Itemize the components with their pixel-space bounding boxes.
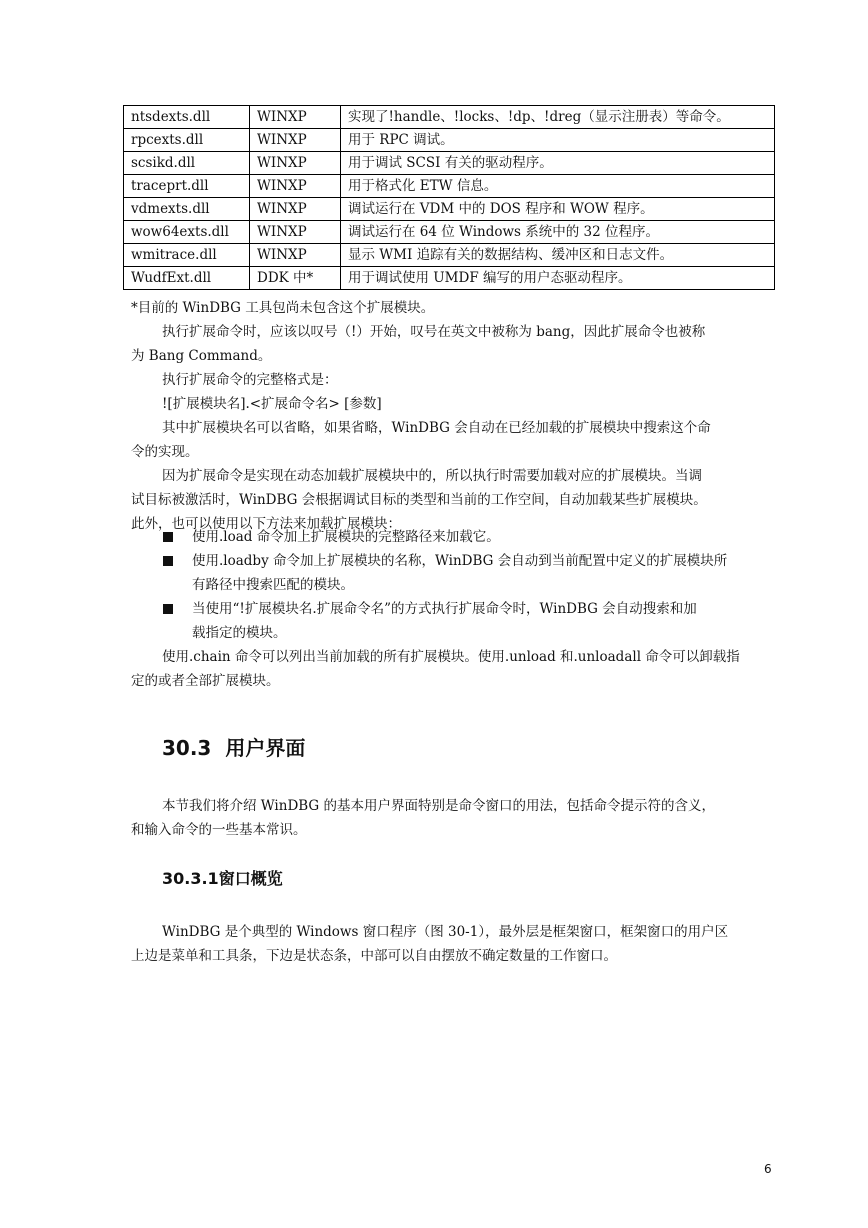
- description-cell: 用于格式化 ETW 信息。: [341, 175, 775, 198]
- table-row: [124, 152, 775, 175]
- bullet-item-auto-l1: 当使用“!扩展模块名.扩展命令名”的方式执行扩展命令时，WinDBG 会自动搜索和加: [192, 601, 697, 617]
- paragraph-bang-l1: 执行扩展命令时，应该以叹号（!）开始，叹号在英文中被称为 bang，因此扩展命令也被称: [162, 324, 706, 340]
- table-row: [124, 106, 775, 129]
- subsection-heading: 30.3.1窗口概览: [162, 869, 283, 888]
- paragraph-chain-l1: 使用.chain 命令可以列出当前加载的所有扩展模块。使用.unload 和.unloadall 命令可以卸载指: [162, 649, 740, 665]
- module-name-cell: WudfExt.dll: [124, 267, 250, 290]
- module-name-cell: traceprt.dll: [124, 175, 250, 198]
- paragraph-omit-l2: 令的实现。: [131, 444, 199, 460]
- paragraph-overview-l2: 上边是菜单和工具条，下边是状态条，中部可以自由摆放不确定数量的工作窗口。: [131, 948, 617, 964]
- paragraph-omit-l1: 其中扩展模块名可以省略，如果省略，WinDBG 会自动在已经加载的扩展模块中搜索这个命: [162, 420, 711, 436]
- paragraph-chain-l2: 定的或者全部扩展模块。: [131, 673, 280, 689]
- bullet-item-loadby-l2: 有路径中搜索匹配的模块。: [192, 577, 354, 593]
- module-name-cell: vdmexts.dll: [124, 198, 250, 221]
- module-name-cell: ntsdexts.dll: [124, 106, 250, 129]
- section-heading: [162, 732, 305, 761]
- table-row: [124, 198, 775, 221]
- paragraph-bang-l2: 为 Bang Command。: [131, 348, 272, 364]
- description-cell: 用于 RPC 调试。: [341, 129, 775, 152]
- paragraph-overview-l1: WinDBG 是个典型的 Windows 窗口程序（图 30-1），最外层是框架窗口，框架窗口的用户区: [162, 924, 729, 940]
- bullet-item-load: 使用.load 命令加上扩展模块的完整路径来加载它。: [192, 529, 500, 545]
- platform-cell: WINXP: [250, 221, 341, 244]
- bullet-item-loadby-l1: 使用.loadby 命令加上扩展模块的名称，WinDBG 会自动到当前配置中定义的扩展模块所: [192, 553, 728, 569]
- description-cell: 用于调试使用 UMDF 编写的用户态驱动程序。: [341, 267, 775, 290]
- paragraph-ui-intro-l2: 和输入命令的一些基本常识。: [131, 822, 307, 838]
- paragraph-format-intro: 执行扩展命令的完整格式是：: [162, 372, 338, 388]
- table-row: [124, 244, 775, 267]
- table-footnote: *目前的 WinDBG 工具包尚未包含这个扩展模块。: [131, 300, 435, 316]
- paragraph-loading-l3: 此外，也可以使用以下方法来加载扩展模块：: [131, 516, 401, 532]
- command-syntax: ![扩展模块名].<扩展命令名> [参数]: [162, 396, 382, 412]
- page-number: 6: [764, 1162, 772, 1176]
- description-cell: 调试运行在 64 位 Windows 系统中的 32 位程序。: [341, 221, 775, 244]
- description-cell: 实现了!handle、!locks、!dp、!dreg（显示注册表）等命令。: [341, 106, 775, 129]
- bullet-item-auto-l2: 载指定的模块。: [192, 625, 287, 641]
- platform-cell: WINXP: [250, 129, 341, 152]
- platform-cell: DDK 中*: [250, 267, 341, 290]
- description-cell: 调试运行在 VDM 中的 DOS 程序和 WOW 程序。: [341, 198, 775, 221]
- module-name-cell: rpcexts.dll: [124, 129, 250, 152]
- section-number: 30.3: [162, 736, 212, 760]
- module-name-cell: scsikd.dll: [124, 152, 250, 175]
- platform-cell: WINXP: [250, 106, 341, 129]
- paragraph-loading-l1: 因为扩展命令是实现在动态加载扩展模块中的，所以执行时需要加载对应的扩展模块。当调: [162, 468, 702, 484]
- extension-modules-table: [123, 105, 775, 290]
- bullet-square-icon: [163, 604, 173, 614]
- table-row: [124, 175, 775, 198]
- platform-cell: WINXP: [250, 175, 341, 198]
- paragraph-loading-l2: 试目标被激活时，WinDBG 会根据调试目标的类型和当前的工作空间，自动加载某些扩展模块。: [131, 492, 707, 508]
- section-title: 用户界面: [225, 736, 306, 760]
- table-row: [124, 267, 775, 290]
- platform-cell: WINXP: [250, 198, 341, 221]
- table-row: [124, 129, 775, 152]
- table-row: [124, 221, 775, 244]
- description-cell: 显示 WMI 追踪有关的数据结构、缓冲区和日志文件。: [341, 244, 775, 267]
- platform-cell: WINXP: [250, 244, 341, 267]
- bullet-square-icon: [163, 556, 173, 566]
- paragraph-ui-intro-l1: 本节我们将介绍 WinDBG 的基本用户界面特别是命令窗口的用法，包括命令提示符的含义，: [162, 798, 716, 814]
- description-cell: 用于调试 SCSI 有关的驱动程序。: [341, 152, 775, 175]
- module-name-cell: wow64exts.dll: [124, 221, 250, 244]
- bullet-square-icon: [163, 532, 173, 542]
- platform-cell: WINXP: [250, 152, 341, 175]
- module-name-cell: wmitrace.dll: [124, 244, 250, 267]
